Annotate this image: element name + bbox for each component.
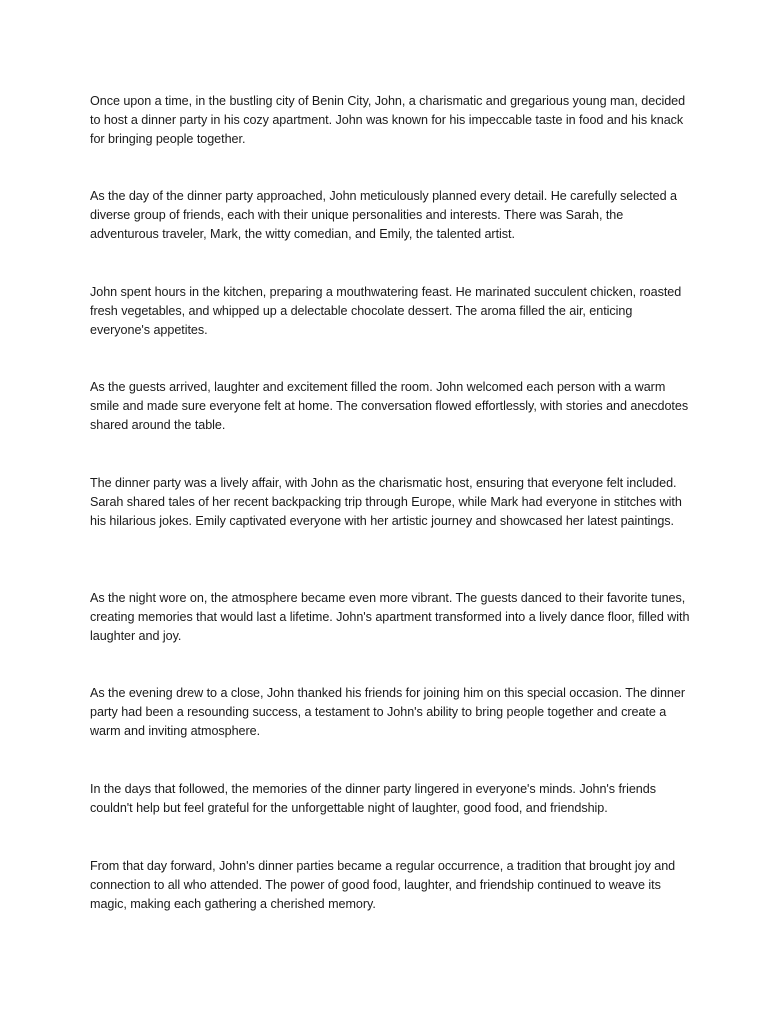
story-paragraph-8: In the days that followed, the memories of the dinner party lingered in everyone's minds. John's friends couldn't help but feel grateful for the unforgettable night of laughter, good food, and friendship. bbox=[90, 782, 656, 815]
story-paragraph-6: As the night wore on, the atmosphere became even more vibrant. The guests danced to their favorite tunes, creating memories that would last a lifetime. John's apartment transformed into a lively dance floor, filled with laughter and joy. bbox=[90, 591, 690, 643]
story-paragraph-9: From that day forward, John's dinner parties became a regular occurrence, a tradition that brought joy and connection to all who attended. The power of good food, laughter, and friendship continued to weave its magic, making each gathering a cherished memory. bbox=[90, 859, 676, 911]
story-paragraph-1: Once upon a time, in the bustling city of Benin City, John, a charismatic and gregarious young man, decided to host a dinner party in his cozy apartment. John was known for his impeccable taste in food and his knack for bringing people together. bbox=[90, 94, 686, 146]
story-paragraph-2: As the day of the dinner party approached, John meticulously planned every detail. He carefully selected a diverse group of friends, each with their unique personalities and interests. There was Sarah, the adventurous traveler, Mark, the witty comedian, and Emily, the talented artist. bbox=[90, 189, 677, 241]
story-paragraph-5: The dinner party was a lively affair, with John as the charismatic host, ensuring that everyone felt included. Sarah shared tales of her recent backpacking trip through Europe, while Mark had everyone in stitches with his hilarious jokes. Emily captivated everyone with her artistic journey and showcased her latest paintings. bbox=[90, 476, 682, 528]
story-paragraph-4: As the guests arrived, laughter and excitement filled the room. John welcomed each person with a warm smile and made sure everyone felt at home. The conversation flowed effortlessly, with stories and anecdotes shared around the table. bbox=[90, 380, 689, 432]
story-paragraph-7: As the evening drew to a close, John thanked his friends for joining him on this special occasion. The dinner party had been a resounding success, a testament to John's ability to bring people together and create a warm and inviting atmosphere. bbox=[90, 686, 685, 738]
story-paragraph-3: John spent hours in the kitchen, preparing a mouthwatering feast. He marinated succulent chicken, roasted fresh vegetables, and whipped up a delectable chocolate dessert. The aroma filled the air, enticing everyone's appetites. bbox=[90, 285, 682, 337]
